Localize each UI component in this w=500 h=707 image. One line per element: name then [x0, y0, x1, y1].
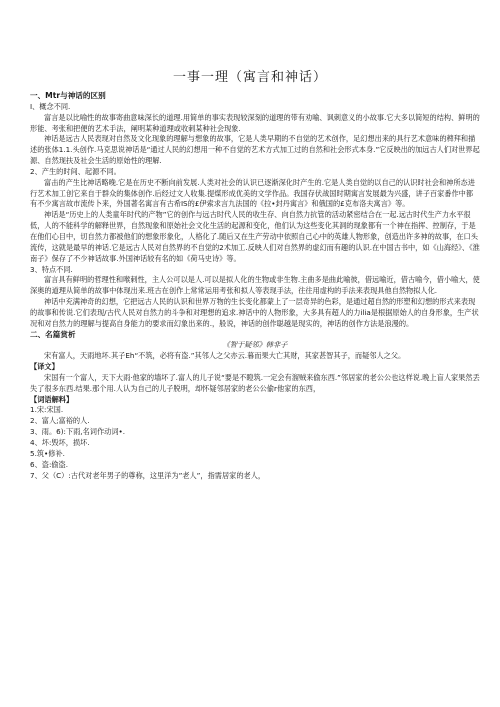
document-body: [30, 91, 480, 481]
glossary-item: 3、雨。6):下雨,名词作动词•.: [30, 427, 126, 437]
paragraph: 神话是“历史上的人类童年时代的产物”它的创作与远古时代人民的收生存、向自然力抗管的活动紧密结合在一起.远古时代生产力水平很低，人的不能科学的解释世界，自然现象和原始社会文化生活的起源和变化，他们认为这些变化其洞的现象都有一个神在指挥、控制存，于是在他们心目中，切自然力都被他们的想象形象化，人格化了.随后又在生产劳动中依照自己心中的英雄人物形象，创造出许多神的故事，在口头流传，这就是最早的神话.它是远古人民对自然界的不自觉的2术加工.反映人们对自然界的虚幻而有趣的认识.在中国古书中，如《山海经》、《淮南子》保存了不少神话故事.外国神话较有名的如《荷马史诗》等。: [30, 210, 480, 263]
page-title: 一事一理（寓言和神话）: [172, 70, 327, 85]
section-heading: 二、名篇赏析: [30, 329, 76, 339]
paragraph: 神话中充满神奇的幻想，它把远古人民的认识和世界万物的生长变化都蒙上了一层奇异的色彩，是通过超自然的形塑和幻想的形式来表现的故事和传说.它们表现/古代人民对自然力的斗争和对理想的追求.神话中的人物形象，大多具有超人的力ilia是根据原始人的自身形象，生产状况和对自然力的理解与提高自身能力的要求而幻象出来的.，般说，神话的创作聪越是现实的，神话的创作方法是浪漫的。: [30, 297, 479, 328]
paragraph: 神话是远古人民表现对自然及文化现象的理解与想象的故事，它是人类早期的不自觉的艺术创作，足幻想出来的具行艺术意味的稗拜和描述的张体1.1.头创作.马克思说神话是“通过人民的幻想用一种不自觉的艺术方式加工过的自然和社会形式本身.”它反映出的加远古人们对世界起源、自然现扶及社会生活的原始性的理解.: [30, 134, 480, 166]
subheading: I、概念不同.: [30, 101, 71, 111]
glossary-item: 1.宋:宋国.: [30, 405, 64, 415]
paragraph: 富击的产生比神话略晚.它是在历史不断向前发展.人类对社会的认识已逐渐深化时产生的.它是人类自觉的以自己的认识时社会和神所态进行艺术加工创它来自于群众的集体创作.后经过文人收集.提煤形成优美的文学作品。我国存伏战国时期寓言发展最为兴盛，讲子百家番作中都有不少寓言故市流传卜来，外国著名寓言有古希IS的£伊索求言九法国的《拉•封丹寓言》和俄国的£克布洛夫寓言》等。: [30, 177, 475, 209]
paragraph: 宋国有一个富人，天下大雨·他家的墙坏了.富人的儿子说“要是不瞪筑.一定会有溜贼来偷东西.”邻居家的老公公也这样说.晚上盲人家果然丢失了很多东西.结果.那个用.人认为自己的儿子脱明，却怀疑邻居家的老公公偷r他家的东西，: [30, 372, 480, 393]
glossary-item: 5.筑•修补.: [30, 448, 65, 458]
paragraph: 宋有富人，天雨地坏.其子Eh“不筑，必将有盗.”其邻人之父亦云.暮而果大亡其财，其家甚智其子，而疑邻人之父。: [44, 351, 406, 361]
glossary-item: 7、父（C）:古代对老年男子的尊称，这里洋为”老人”，指需居家的老人，: [30, 470, 266, 480]
subheading: 3、特点不同.: [30, 264, 73, 274]
subheading: 2、产生的时间、起源不同。: [30, 166, 121, 176]
paragraph: 富言具有鲜明的哲理性和喉刺性，主人公可以是人.可以是拟人化的生物或非生物.主曲多是曲此喻彼，借远喻近，借古喻今，借小喻大，使深奥的道理从简单的故事中体现出来.班古在创作上常常运用考张和拟人等表现手法，往往用虚构的手法来表现具他自然物拟人化.: [30, 275, 480, 296]
section-heading: 一、Mtr与神话的区别: [30, 91, 106, 100]
translation-tag: 【译文】: [30, 362, 59, 372]
glossary-item: 4、坏:毁坏，损坏.: [30, 438, 90, 447]
work-title: 《智于疑邻》韩非子: [222, 340, 288, 350]
glossary-item: 2、富人;富裕的人.: [30, 416, 90, 426]
glossary-tag: 【词语解料】: [30, 394, 74, 404]
paragraph: 富言是以比喻性的故事寄曲意味深长的道理.用简单的事实表现较深刻的道理的带有劝喻、讽刺意义的小故事.它大多以简短的结构、鲜明的形能、考张和把便的艺术手法，阐明某种道理或收刺某种社会现象.: [30, 112, 480, 133]
glossary-item: 6、盗:偷盗.: [30, 459, 69, 469]
